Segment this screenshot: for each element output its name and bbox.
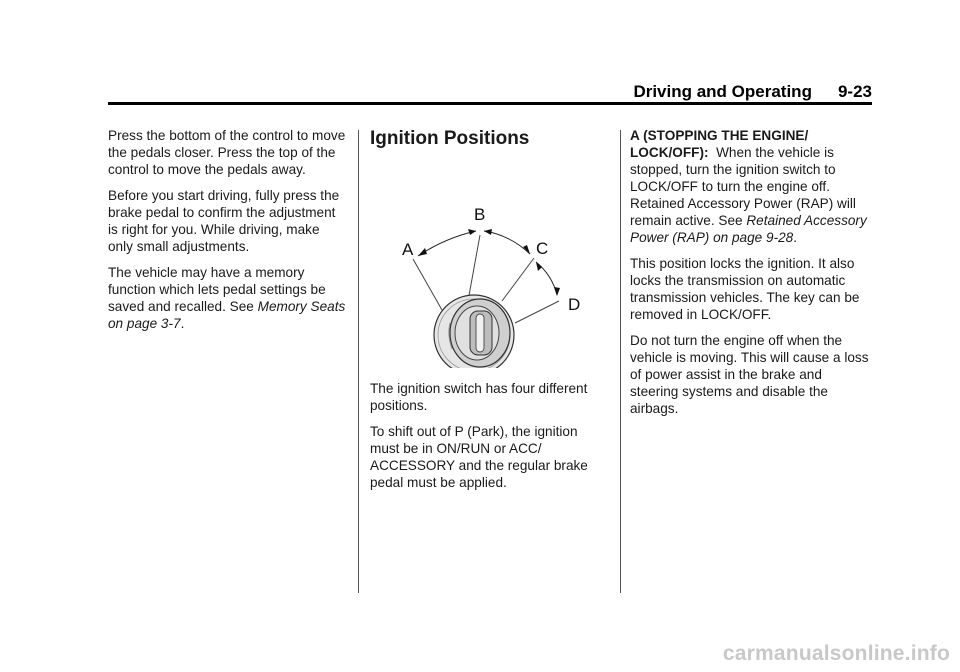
rap-link[interactable]: Retained Accessory Power (RAP) on page 9-28 bbox=[630, 213, 867, 245]
page-header bbox=[108, 82, 872, 102]
paragraph-four-positions: The ignition switch has four different positions. bbox=[370, 381, 588, 413]
page-number: 9-23 bbox=[837, 82, 872, 101]
paragraph-memory bbox=[108, 264, 348, 332]
paragraph-stopping-engine bbox=[630, 127, 870, 246]
memory-seats-link[interactable]: Memory Seats on page 3-7 bbox=[108, 299, 346, 331]
label-b: B bbox=[474, 205, 486, 224]
watermark: carmanualsonline.info bbox=[722, 642, 950, 665]
paragraph-shift-out-park: To shift out of P (Park), the ignition must be in ON/RUN or ACC/ ACCESSORY and the regular brake pedal must be applied. bbox=[370, 424, 588, 490]
label-a: A bbox=[402, 240, 414, 259]
column-1 bbox=[108, 127, 348, 341]
ignition-cylinder-icon bbox=[434, 295, 514, 368]
column-divider-1 bbox=[358, 130, 359, 593]
column-3 bbox=[630, 127, 870, 426]
arrow-c-up-icon bbox=[523, 245, 530, 254]
paragraph-do-not-turn-off: Do not turn the engine off when the vehicle is moving. This will cause a loss of power assist in the brake and steering systems and disable the airbags. bbox=[630, 333, 869, 416]
term-stopping-engine: A (STOPPING THE ENGINE/ LOCK/OFF): bbox=[630, 128, 809, 160]
line-d bbox=[515, 301, 559, 323]
paragraph-pedal-control: Press the bottom of the control to move the pedals closer. Press the top of the control to move the pedals away. bbox=[108, 128, 346, 177]
stopping-engine-end: . bbox=[793, 230, 797, 245]
arrow-d-icon bbox=[554, 287, 560, 296]
paragraph-before-driving: Before you start driving, fully press the brake pedal to confirm the adjustment is right for you. While driving, make only small adjustments. bbox=[108, 188, 340, 254]
ignition-diagram bbox=[370, 163, 602, 368]
line-b bbox=[468, 235, 480, 301]
line-c bbox=[502, 258, 534, 301]
line-a bbox=[413, 259, 442, 310]
memory-end: . bbox=[180, 316, 185, 331]
stopping-engine-text: When the vehicle is stopped, turn the ignition switch to LOCK/OFF to turn the engine off. Retained Accessory Power (RAP) will remain active. See bbox=[630, 145, 856, 228]
arc-a-b bbox=[418, 231, 476, 256]
arrow-b-right-icon bbox=[484, 229, 492, 235]
arrow-a-icon bbox=[418, 248, 427, 256]
column-2 bbox=[370, 127, 610, 500]
header-rule bbox=[108, 102, 872, 105]
memory-text: The vehicle may have a memory function which lets pedal settings be saved and recalled. See bbox=[108, 265, 326, 314]
arrow-c-down-icon bbox=[536, 262, 542, 271]
paragraph-locks-ignition: This position locks the ignition. It also locks the transmission on automatic transmission vehicles. The key can be removed in LOCK/OFF. bbox=[630, 256, 860, 322]
section-heading: Ignition Positions bbox=[370, 128, 530, 149]
label-d: D bbox=[568, 295, 581, 314]
label-c: C bbox=[536, 239, 549, 258]
section-title: Driving and Operating bbox=[633, 82, 812, 101]
ignition-positions-figure bbox=[370, 163, 602, 368]
column-divider-2 bbox=[620, 130, 621, 593]
arrow-b-left-icon bbox=[468, 229, 476, 235]
